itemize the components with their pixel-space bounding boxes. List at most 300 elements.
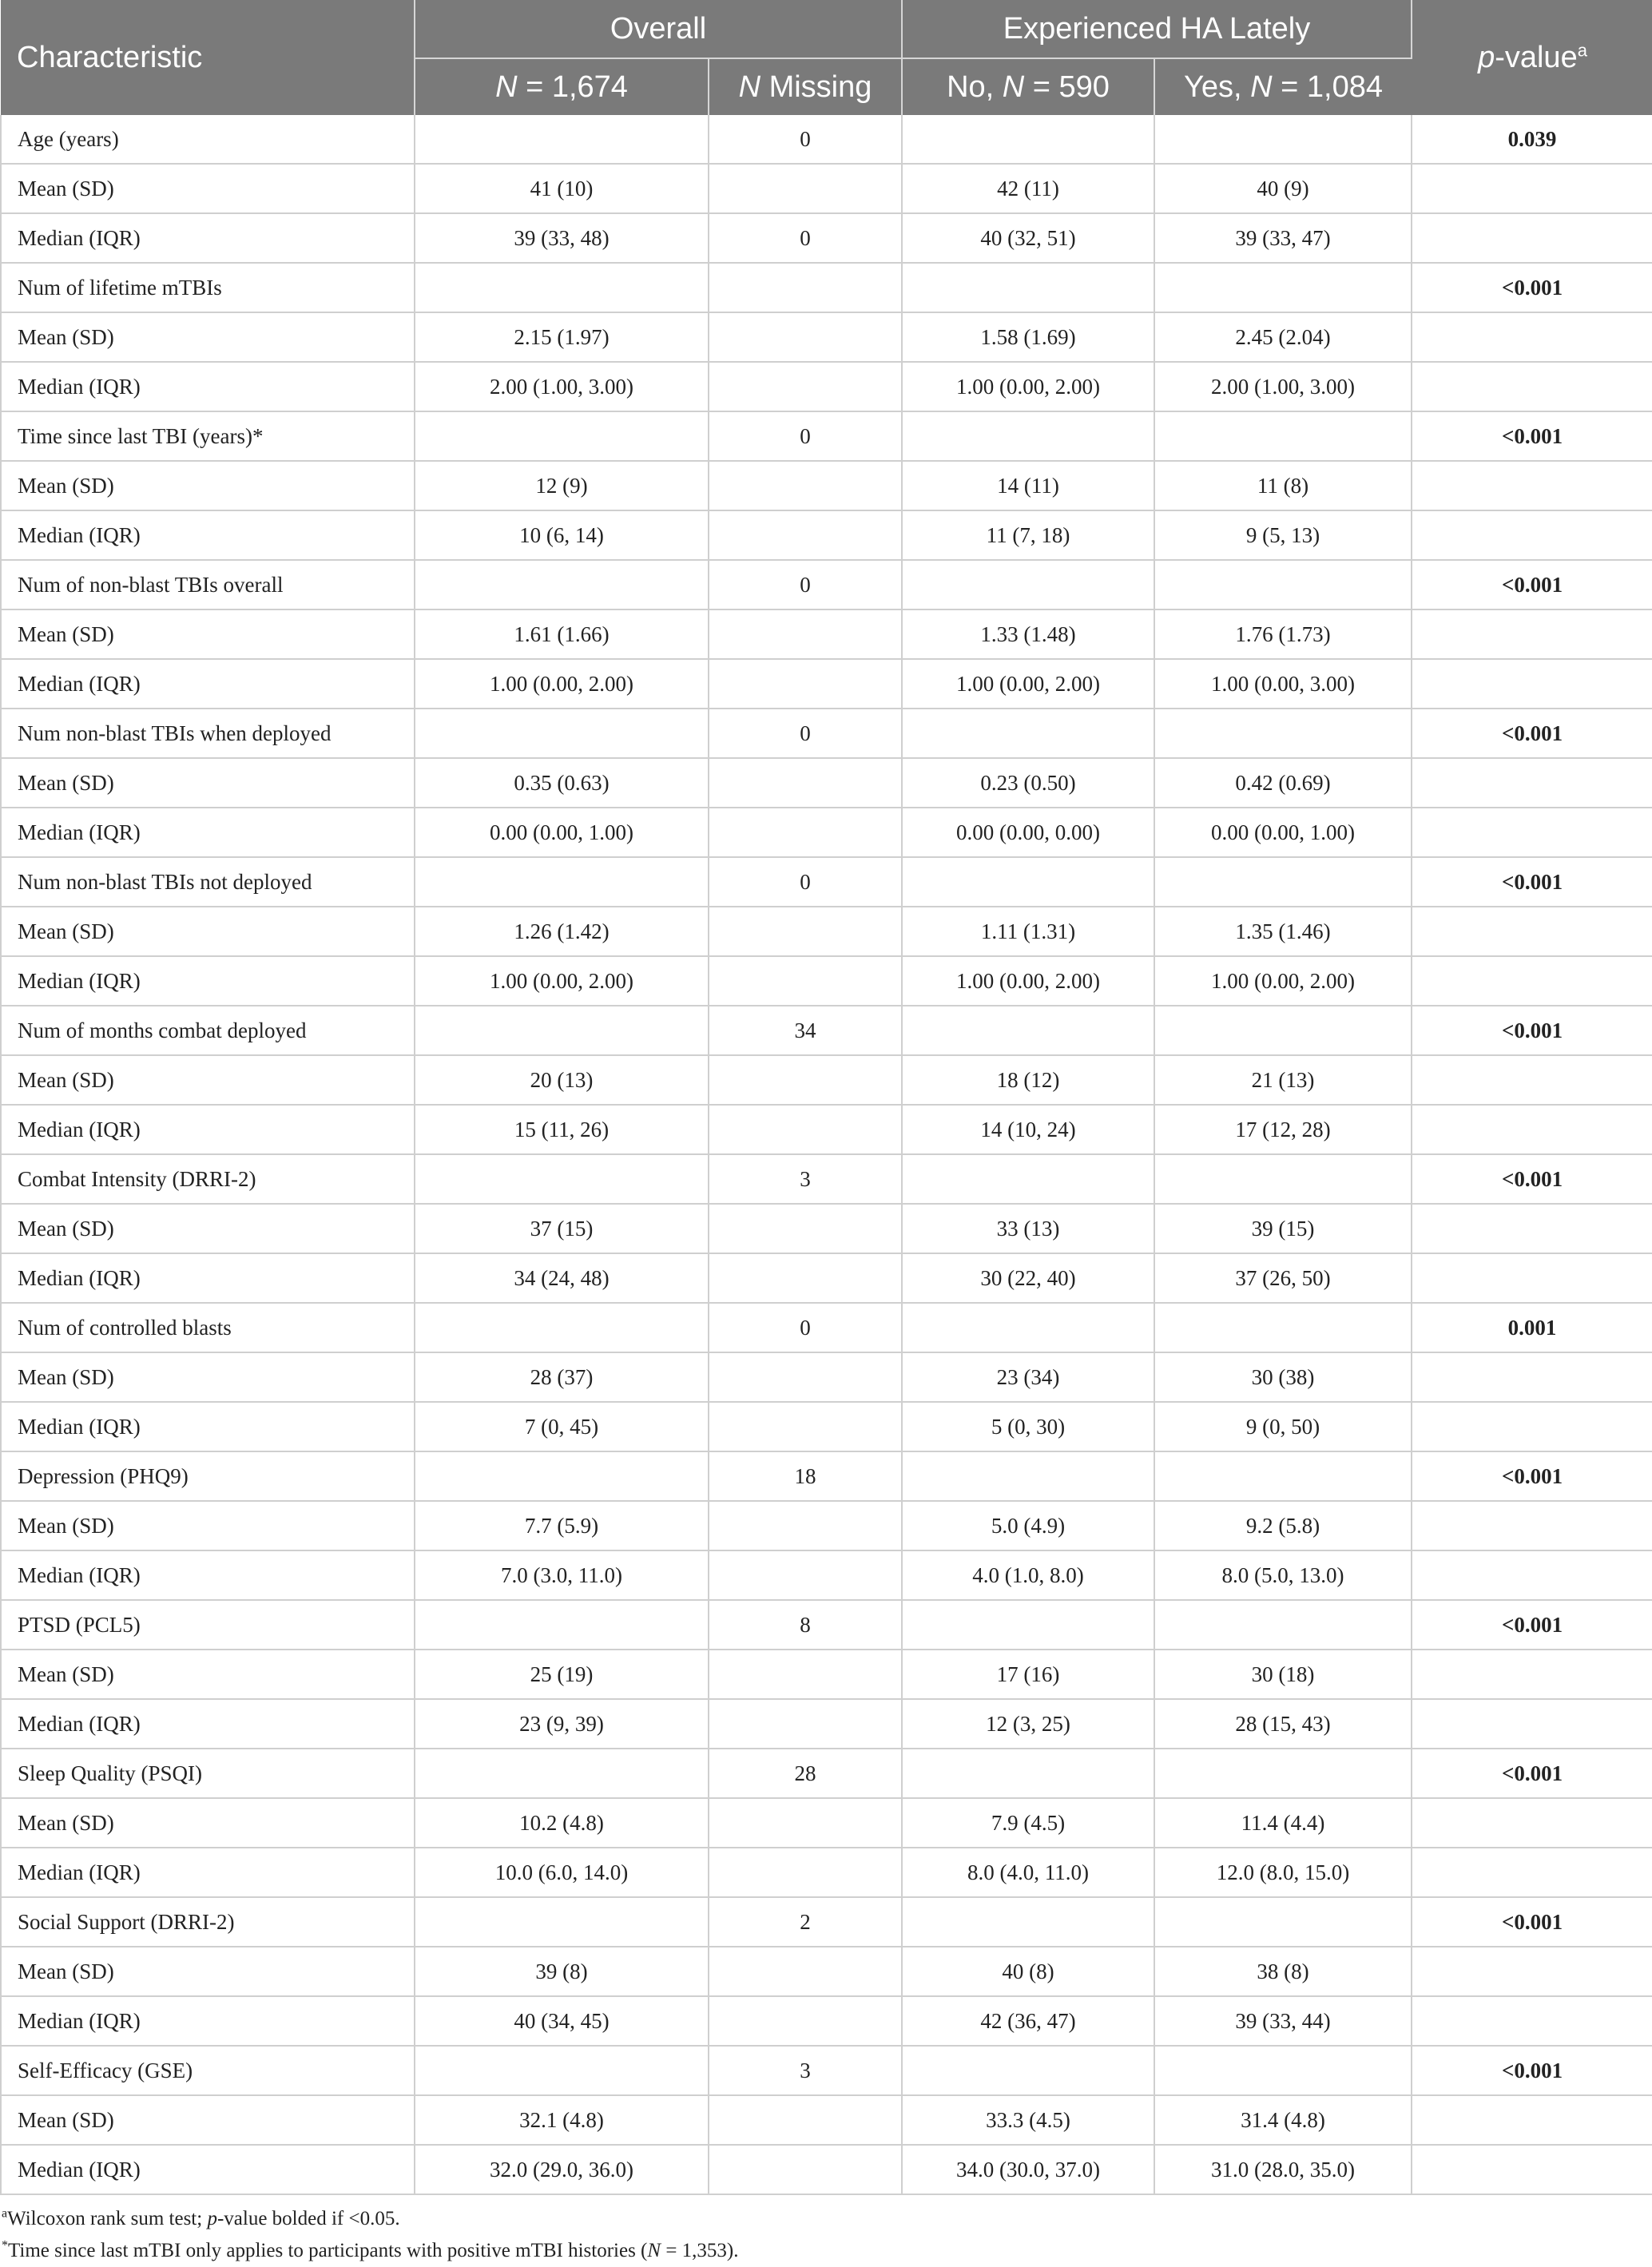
cell-no: 1.00 (0.00, 2.00) [902, 659, 1154, 709]
cell-n-missing: 0 [709, 411, 902, 461]
cell-n-missing: 0 [709, 1303, 902, 1352]
cell-no: 23 (34) [902, 1352, 1154, 1402]
cell-n-missing: 34 [709, 1006, 902, 1055]
cell-no [902, 709, 1154, 758]
cell-n-missing: 0 [709, 857, 902, 907]
row-label: Median (IQR) [1, 1550, 415, 1600]
cell-p-value [1412, 1650, 1652, 1699]
cell-no: 11 (7, 18) [902, 510, 1154, 560]
table-row [1, 1105, 1652, 1154]
footnote-a: $^a$Wilcoxon rank sum test; p-value bolded if <0.05. [2, 2206, 400, 2229]
cell-yes: 40 (9) [1154, 164, 1412, 213]
cell-overall [415, 263, 709, 312]
cell-n-missing [709, 1253, 902, 1303]
cell-n-missing [709, 1105, 902, 1154]
cell-no [902, 1006, 1154, 1055]
row-label: Num non-blast TBIs not deployed [1, 857, 415, 907]
row-label: Time since last TBI (years)* [1, 411, 415, 461]
table-row [1, 1996, 1652, 2046]
cell-n-missing [709, 1848, 902, 1897]
cell-yes [1154, 1600, 1412, 1650]
cell-p-value [1412, 1105, 1652, 1154]
cell-no [902, 1600, 1154, 1650]
footnotes [0, 2195, 1652, 2267]
cell-overall: 41 (10) [415, 164, 709, 213]
cell-p-value [1412, 2095, 1652, 2145]
table-row [1, 1699, 1652, 1749]
cell-no: 18 (12) [902, 1055, 1154, 1105]
cell-yes [1154, 1897, 1412, 1947]
cell-no: 12 (3, 25) [902, 1699, 1154, 1749]
cell-no: 42 (11) [902, 164, 1154, 213]
table-row [1, 510, 1652, 560]
cell-overall: 15 (11, 26) [415, 1105, 709, 1154]
cell-n-missing [709, 2095, 902, 2145]
cell-n-missing: 8 [709, 1600, 902, 1650]
cell-p-value [1412, 312, 1652, 362]
cell-overall: 37 (15) [415, 1204, 709, 1253]
row-label: Num non-blast TBIs when deployed [1, 709, 415, 758]
row-label: Num of lifetime mTBIs [1, 263, 415, 312]
cell-yes: 31.0 (28.0, 35.0) [1154, 2145, 1412, 2194]
cell-no: 1.33 (1.48) [902, 609, 1154, 659]
cell-p-value [1412, 956, 1652, 1006]
table-row [1, 1204, 1652, 1253]
row-label: Median (IQR) [1, 1699, 415, 1749]
cell-no: 30 (22, 40) [902, 1253, 1154, 1303]
cell-p-value [1412, 1402, 1652, 1451]
table-row [1, 1897, 1652, 1947]
cell-overall: 25 (19) [415, 1650, 709, 1699]
table-row [1, 213, 1652, 263]
cell-overall: 39 (8) [415, 1947, 709, 1996]
cell-yes [1154, 1749, 1412, 1798]
cell-no [902, 1897, 1154, 1947]
row-label: Median (IQR) [1, 659, 415, 709]
cell-yes: 39 (15) [1154, 1204, 1412, 1253]
cell-p-value [1412, 907, 1652, 956]
row-label: Num of months combat deployed [1, 1006, 415, 1055]
cell-p-value [1412, 758, 1652, 808]
cell-p-value: 0.039 [1412, 115, 1652, 164]
cell-overall [415, 1451, 709, 1501]
cell-p-value: <0.001 [1412, 1006, 1652, 1055]
cell-overall [415, 1154, 709, 1204]
footnote-asterisk: *Time since last mTBI only applies to participants with positive mTBI histories (N = 1,353). [2, 2238, 739, 2261]
cell-p-value: <0.001 [1412, 1600, 1652, 1650]
cell-n-missing [709, 808, 902, 857]
cell-overall: 40 (34, 45) [415, 1996, 709, 2046]
cell-n-missing: 0 [709, 115, 902, 164]
table-row [1, 2046, 1652, 2095]
row-label: Mean (SD) [1, 1352, 415, 1402]
cell-yes [1154, 1154, 1412, 1204]
table-row [1, 461, 1652, 510]
cell-overall [415, 709, 709, 758]
cell-n-missing [709, 1947, 902, 1996]
row-label: Mean (SD) [1, 1501, 415, 1550]
cell-p-value [1412, 164, 1652, 213]
cell-overall [415, 560, 709, 609]
cell-n-missing [709, 362, 902, 411]
cell-yes: 37 (26, 50) [1154, 1253, 1412, 1303]
cell-no [902, 1749, 1154, 1798]
cell-overall: 12 (9) [415, 461, 709, 510]
cell-n-missing [709, 1204, 902, 1253]
cell-no [902, 1303, 1154, 1352]
header-n-missing: N Missing [709, 58, 902, 115]
cell-yes [1154, 857, 1412, 907]
cell-n-missing [709, 1798, 902, 1848]
header-characteristic: Characteristic [1, 0, 415, 115]
cell-n-missing [709, 609, 902, 659]
cell-overall [415, 411, 709, 461]
row-label: Depression (PHQ9) [1, 1451, 415, 1501]
cell-overall: 1.26 (1.42) [415, 907, 709, 956]
cell-overall: 1.61 (1.66) [415, 609, 709, 659]
cell-yes: 9 (0, 50) [1154, 1402, 1412, 1451]
cell-p-value [1412, 362, 1652, 411]
cell-yes: 38 (8) [1154, 1947, 1412, 1996]
table-row [1, 1600, 1652, 1650]
cell-overall [415, 1600, 709, 1650]
cell-no [902, 1451, 1154, 1501]
row-label: Median (IQR) [1, 956, 415, 1006]
cell-yes: 21 (13) [1154, 1055, 1412, 1105]
cell-overall [415, 1749, 709, 1798]
cell-no: 1.11 (1.31) [902, 907, 1154, 956]
table-row [1, 115, 1652, 164]
cell-yes [1154, 115, 1412, 164]
cell-p-value [1412, 510, 1652, 560]
cell-no: 0.00 (0.00, 0.00) [902, 808, 1154, 857]
cell-yes: 11 (8) [1154, 461, 1412, 510]
table-body [1, 115, 1652, 2194]
table-row [1, 1798, 1652, 1848]
cell-yes: 39 (33, 47) [1154, 213, 1412, 263]
table-row [1, 2145, 1652, 2194]
cell-p-value [1412, 1352, 1652, 1402]
cell-n-missing [709, 1996, 902, 2046]
table-row [1, 1303, 1652, 1352]
table-row [1, 1749, 1652, 1798]
table-row [1, 1501, 1652, 1550]
cell-overall: 32.1 (4.8) [415, 2095, 709, 2145]
table-row [1, 263, 1652, 312]
cell-yes: 8.0 (5.0, 13.0) [1154, 1550, 1412, 1600]
cell-yes [1154, 560, 1412, 609]
cell-overall: 2.15 (1.97) [415, 312, 709, 362]
cell-overall: 23 (9, 39) [415, 1699, 709, 1749]
cell-overall [415, 115, 709, 164]
cell-n-missing [709, 1650, 902, 1699]
row-label: Sleep Quality (PSQI) [1, 1749, 415, 1798]
cell-n-missing: 0 [709, 560, 902, 609]
cell-yes: 1.00 (0.00, 3.00) [1154, 659, 1412, 709]
cell-no: 8.0 (4.0, 11.0) [902, 1848, 1154, 1897]
cell-n-missing [709, 1055, 902, 1105]
row-label: Mean (SD) [1, 758, 415, 808]
cell-no: 14 (11) [902, 461, 1154, 510]
cell-overall: 2.00 (1.00, 3.00) [415, 362, 709, 411]
cell-n-missing [709, 956, 902, 1006]
cell-no: 0.23 (0.50) [902, 758, 1154, 808]
cell-yes [1154, 2046, 1412, 2095]
cell-n-missing [709, 1352, 902, 1402]
table-row [1, 2095, 1652, 2145]
table-row [1, 1848, 1652, 1897]
table-row [1, 1402, 1652, 1451]
header-experienced-ha: Experienced HA Lately [902, 0, 1412, 58]
row-label: Median (IQR) [1, 808, 415, 857]
cell-p-value [1412, 1848, 1652, 1897]
cell-yes [1154, 709, 1412, 758]
cell-overall: 1.00 (0.00, 2.00) [415, 659, 709, 709]
cell-overall [415, 1897, 709, 1947]
row-label: Mean (SD) [1, 1947, 415, 1996]
row-label: Median (IQR) [1, 2145, 415, 2194]
cell-no: 17 (16) [902, 1650, 1154, 1699]
table-row [1, 1253, 1652, 1303]
row-label: PTSD (PCL5) [1, 1600, 415, 1650]
header-yes: Yes, N = 1,084 [1154, 58, 1412, 115]
table-row [1, 1154, 1652, 1204]
cell-no [902, 2046, 1154, 2095]
cell-no: 1.00 (0.00, 2.00) [902, 362, 1154, 411]
table-row [1, 609, 1652, 659]
cell-p-value: <0.001 [1412, 857, 1652, 907]
cell-no [902, 411, 1154, 461]
cell-n-missing: 3 [709, 2046, 902, 2095]
cell-yes: 2.00 (1.00, 3.00) [1154, 362, 1412, 411]
cell-overall [415, 1303, 709, 1352]
cell-p-value: <0.001 [1412, 263, 1652, 312]
cell-p-value [1412, 609, 1652, 659]
cell-no: 4.0 (1.0, 8.0) [902, 1550, 1154, 1600]
table-row [1, 411, 1652, 461]
cell-no [902, 1154, 1154, 1204]
cell-yes: 12.0 (8.0, 15.0) [1154, 1848, 1412, 1897]
cell-yes: 11.4 (4.4) [1154, 1798, 1412, 1848]
cell-n-missing: 0 [709, 213, 902, 263]
cell-yes [1154, 1451, 1412, 1501]
cell-no [902, 857, 1154, 907]
row-label: Median (IQR) [1, 1996, 415, 2046]
cell-no [902, 263, 1154, 312]
cell-overall [415, 857, 709, 907]
cell-n-missing [709, 510, 902, 560]
cell-n-missing: 18 [709, 1451, 902, 1501]
row-label: Combat Intensity (DRRI-2) [1, 1154, 415, 1204]
cell-p-value [1412, 1699, 1652, 1749]
cell-p-value [1412, 659, 1652, 709]
cell-overall: 39 (33, 48) [415, 213, 709, 263]
cell-p-value [1412, 1253, 1652, 1303]
cell-no: 33.3 (4.5) [902, 2095, 1154, 2145]
cell-overall: 0.00 (0.00, 1.00) [415, 808, 709, 857]
table-row [1, 659, 1652, 709]
cell-overall: 20 (13) [415, 1055, 709, 1105]
cell-no [902, 560, 1154, 609]
cell-p-value [1412, 1204, 1652, 1253]
table-row [1, 758, 1652, 808]
cell-no: 33 (13) [902, 1204, 1154, 1253]
cell-overall: 1.00 (0.00, 2.00) [415, 956, 709, 1006]
cell-yes: 2.45 (2.04) [1154, 312, 1412, 362]
table-row [1, 164, 1652, 213]
row-label: Median (IQR) [1, 1253, 415, 1303]
table-row [1, 312, 1652, 362]
cell-no: 5 (0, 30) [902, 1402, 1154, 1451]
row-label: Mean (SD) [1, 1055, 415, 1105]
table-row [1, 1650, 1652, 1699]
cell-p-value: <0.001 [1412, 709, 1652, 758]
cell-yes: 1.76 (1.73) [1154, 609, 1412, 659]
cell-p-value [1412, 1055, 1652, 1105]
cell-p-value: <0.001 [1412, 1451, 1652, 1501]
cell-yes: 17 (12, 28) [1154, 1105, 1412, 1154]
row-label: Median (IQR) [1, 1848, 415, 1897]
cell-p-value [1412, 1550, 1652, 1600]
cell-p-value [1412, 808, 1652, 857]
cell-yes [1154, 263, 1412, 312]
cell-overall: 32.0 (29.0, 36.0) [415, 2145, 709, 2194]
header-overall: Overall [415, 0, 902, 58]
cell-p-value: <0.001 [1412, 1749, 1652, 1798]
row-label: Median (IQR) [1, 362, 415, 411]
cell-p-value: <0.001 [1412, 560, 1652, 609]
cell-n-missing [709, 164, 902, 213]
cell-no: 40 (8) [902, 1947, 1154, 1996]
cell-yes: 1.00 (0.00, 2.00) [1154, 956, 1412, 1006]
cell-p-value [1412, 1996, 1652, 2046]
cell-n-missing [709, 1402, 902, 1451]
cell-p-value: <0.001 [1412, 411, 1652, 461]
row-label: Mean (SD) [1, 1204, 415, 1253]
cell-n-missing [709, 1501, 902, 1550]
cell-n-missing: 0 [709, 709, 902, 758]
table-row [1, 956, 1652, 1006]
cell-no: 5.0 (4.9) [902, 1501, 1154, 1550]
row-label: Mean (SD) [1, 1650, 415, 1699]
cell-no: 40 (32, 51) [902, 213, 1154, 263]
cell-yes: 39 (33, 44) [1154, 1996, 1412, 2046]
cell-p-value: <0.001 [1412, 1897, 1652, 1947]
cell-n-missing [709, 758, 902, 808]
cell-overall: 10.0 (6.0, 14.0) [415, 1848, 709, 1897]
cell-n-missing [709, 2145, 902, 2194]
cell-p-value: <0.001 [1412, 1154, 1652, 1204]
row-label: Age (years) [1, 115, 415, 164]
table-row [1, 362, 1652, 411]
row-label: Mean (SD) [1, 312, 415, 362]
cell-p-value: 0.001 [1412, 1303, 1652, 1352]
cell-overall [415, 2046, 709, 2095]
row-label: Social Support (DRRI-2) [1, 1897, 415, 1947]
table-row [1, 907, 1652, 956]
cell-p-value: <0.001 [1412, 2046, 1652, 2095]
cell-yes: 9 (5, 13) [1154, 510, 1412, 560]
row-label: Median (IQR) [1, 213, 415, 263]
table-row [1, 1550, 1652, 1600]
cell-yes: 28 (15, 43) [1154, 1699, 1412, 1749]
cell-overall: 28 (37) [415, 1352, 709, 1402]
row-label: Num of controlled blasts [1, 1303, 415, 1352]
table-row [1, 1055, 1652, 1105]
cell-overall: 10.2 (4.8) [415, 1798, 709, 1848]
cell-yes: 0.00 (0.00, 1.00) [1154, 808, 1412, 857]
table-row [1, 1006, 1652, 1055]
header-n-total: N = 1,674 [415, 58, 709, 115]
cell-n-missing: 28 [709, 1749, 902, 1798]
cell-n-missing [709, 659, 902, 709]
cell-p-value [1412, 1501, 1652, 1550]
cell-n-missing [709, 263, 902, 312]
cell-n-missing [709, 1699, 902, 1749]
row-label: Mean (SD) [1, 164, 415, 213]
table-row [1, 808, 1652, 857]
cell-overall: 34 (24, 48) [415, 1253, 709, 1303]
cell-n-missing: 3 [709, 1154, 902, 1204]
cell-yes [1154, 411, 1412, 461]
cell-no: 1.58 (1.69) [902, 312, 1154, 362]
cell-yes: 30 (38) [1154, 1352, 1412, 1402]
cell-n-missing: 2 [709, 1897, 902, 1947]
cell-p-value [1412, 2145, 1652, 2194]
cell-yes [1154, 1303, 1412, 1352]
row-label: Mean (SD) [1, 609, 415, 659]
cell-no: 7.9 (4.5) [902, 1798, 1154, 1848]
cell-n-missing [709, 461, 902, 510]
cell-yes [1154, 1006, 1412, 1055]
cell-n-missing [709, 1550, 902, 1600]
cell-yes: 31.4 (4.8) [1154, 2095, 1412, 2145]
cell-yes: 0.42 (0.69) [1154, 758, 1412, 808]
row-label: Mean (SD) [1, 1798, 415, 1848]
cell-yes: 30 (18) [1154, 1650, 1412, 1699]
cell-no: 1.00 (0.00, 2.00) [902, 956, 1154, 1006]
row-label: Median (IQR) [1, 1105, 415, 1154]
row-label: Num of non-blast TBIs overall [1, 560, 415, 609]
row-label: Mean (SD) [1, 907, 415, 956]
cell-p-value [1412, 1947, 1652, 1996]
row-label: Median (IQR) [1, 510, 415, 560]
table-row [1, 560, 1652, 609]
row-label: Self-Efficacy (GSE) [1, 2046, 415, 2095]
cell-overall: 7.0 (3.0, 11.0) [415, 1550, 709, 1600]
cell-p-value [1412, 461, 1652, 510]
row-label: Mean (SD) [1, 461, 415, 510]
cell-overall: 10 (6, 14) [415, 510, 709, 560]
cell-no: 42 (36, 47) [902, 1996, 1154, 2046]
cell-no [902, 115, 1154, 164]
cell-yes: 9.2 (5.8) [1154, 1501, 1412, 1550]
cell-no: 14 (10, 24) [902, 1105, 1154, 1154]
cell-overall: 7 (0, 45) [415, 1402, 709, 1451]
row-label: Mean (SD) [1, 2095, 415, 2145]
header-p-value: p-value$^a$ [1412, 0, 1652, 115]
cell-no: 34.0 (30.0, 37.0) [902, 2145, 1154, 2194]
table-row [1, 1352, 1652, 1402]
table-row [1, 1947, 1652, 1996]
cell-p-value [1412, 1798, 1652, 1848]
cell-overall: 7.7 (5.9) [415, 1501, 709, 1550]
row-label: Median (IQR) [1, 1402, 415, 1451]
table-row [1, 857, 1652, 907]
header-no: No, N = 590 [902, 58, 1154, 115]
cell-overall [415, 1006, 709, 1055]
table-row [1, 1451, 1652, 1501]
